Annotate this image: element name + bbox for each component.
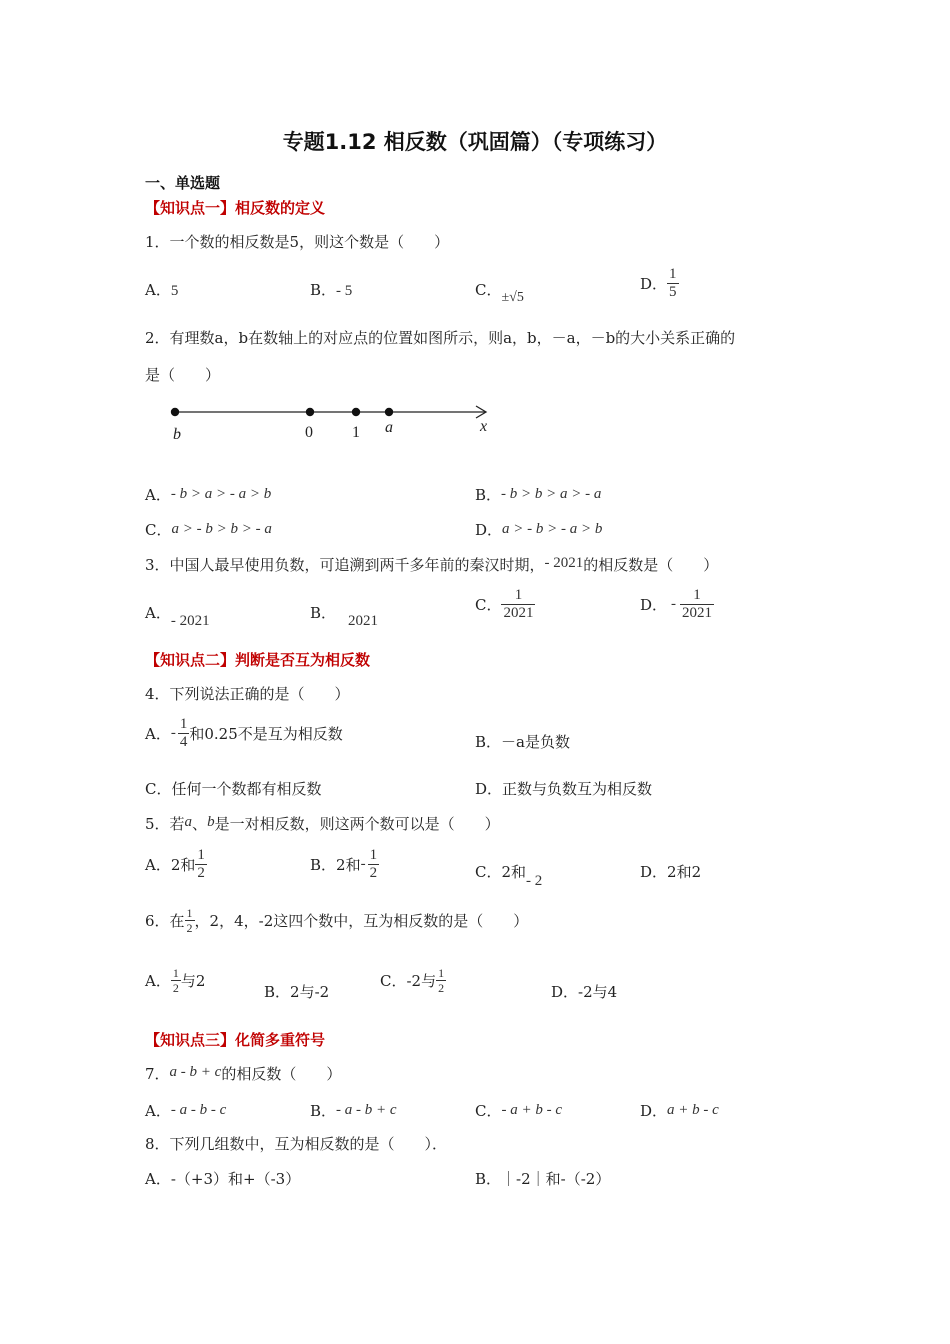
stem-text: 的相反数（ ）: [221, 1065, 342, 1083]
option-label: A．: [145, 972, 171, 990]
q3-option-a[interactable]: [145, 602, 210, 629]
stem-text: 7．: [145, 1065, 170, 1083]
q2-option-c[interactable]: [145, 517, 272, 538]
denominator: 2: [172, 981, 179, 995]
numerator: 1: [186, 906, 193, 920]
fraction: [436, 966, 446, 995]
numerator: 1: [514, 587, 523, 603]
option-label: D．: [640, 596, 668, 614]
q2-option-a[interactable]: [145, 482, 271, 503]
option-label: B．: [310, 604, 337, 622]
q1-option-d[interactable]: [640, 266, 679, 301]
label-one: 1: [352, 424, 360, 441]
q7-option-a[interactable]: [145, 1098, 226, 1119]
numerator: 1: [369, 847, 378, 863]
option-label: B．: [310, 1102, 337, 1120]
numerator: 1: [669, 266, 677, 282]
stem-text: ，2，4，-2这四个数中，互为相反数的是（ ）: [194, 912, 529, 930]
question-2-stem-line2: 是（ ）: [145, 366, 221, 384]
q3-option-c[interactable]: [475, 587, 535, 622]
numerator: 1: [693, 587, 701, 603]
option-label: C．2和: [475, 863, 527, 881]
q8-option-a[interactable]: A．-（+3）和+（-3）: [145, 1170, 301, 1188]
question-2-stem-line1: 2．有理数a，b在数轴上的对应点的位置如图所示，则a，b，－a，－b的大小关系正确的: [145, 329, 736, 347]
option-value: - b > a > - a > b: [170, 486, 272, 502]
q6-option-c[interactable]: [380, 966, 446, 995]
sign: -: [671, 596, 677, 612]
option-value: ±√5: [501, 290, 524, 305]
denominator: 2021: [682, 605, 713, 621]
q4-option-a[interactable]: [145, 716, 343, 751]
fraction: [667, 266, 679, 301]
option-label: A．: [145, 486, 171, 504]
numerator: 1: [179, 716, 188, 732]
stem-text: 是一对相反数，则这两个数可以是（ ）: [214, 815, 500, 833]
q3-option-d[interactable]: [640, 587, 714, 622]
denominator: 2: [197, 865, 205, 881]
fraction: [185, 906, 195, 935]
option-label: B．: [475, 486, 502, 504]
fraction: [171, 966, 181, 995]
q1-option-b[interactable]: [310, 279, 352, 300]
denominator: 4: [179, 734, 188, 750]
option-text: 和0.25不是互为相反数: [189, 725, 343, 743]
option-value: - 2: [526, 873, 543, 889]
numerator: 1: [197, 847, 205, 863]
fraction: [195, 847, 207, 882]
q3-option-b[interactable]: [310, 602, 379, 629]
number-line-figure: [160, 400, 500, 445]
q6-option-a[interactable]: [145, 966, 205, 995]
q5-option-c[interactable]: [475, 861, 543, 889]
option-value: a > - b > - a > b: [502, 521, 603, 537]
option-label: C．: [475, 1102, 502, 1120]
point-one: [352, 408, 360, 416]
option-label: D．: [640, 275, 668, 293]
numerator: 1: [172, 966, 179, 980]
option-text: 与2: [180, 972, 206, 990]
option-value: a > - b > b > - a: [171, 521, 272, 537]
option-label: A．: [145, 1102, 171, 1120]
q2-option-b[interactable]: [475, 482, 601, 503]
q5-option-b[interactable]: [310, 847, 379, 882]
page-title: 专题1.12 相反数（巩固篇）（专项练习）: [282, 130, 668, 154]
question-3-stem: [145, 554, 718, 575]
section-heading: 一、单选题: [145, 174, 221, 192]
option-label: A．: [145, 604, 171, 622]
fraction: [501, 587, 535, 622]
option-value: - 2021: [170, 613, 210, 629]
label-b: b: [173, 426, 181, 443]
question-1-stem: 1．一个数的相反数是5，则这个数是（ ）: [145, 233, 450, 251]
knowledge-point-2: 【知识点二】判断是否互为相反数: [145, 651, 371, 669]
fraction: [178, 716, 190, 751]
label-zero: 0: [305, 424, 313, 441]
question-5-stem: [145, 813, 500, 834]
option-label: A．: [145, 725, 171, 743]
q7-option-b[interactable]: [310, 1098, 397, 1119]
question-8-stem: 8．下列几组数中，互为相反数的是（ ）．: [145, 1135, 448, 1153]
label-x: x: [480, 418, 488, 435]
q5-option-d[interactable]: D．2和2: [640, 863, 702, 881]
q5-option-a[interactable]: [145, 847, 207, 882]
option-value: - a - b - c: [170, 1102, 227, 1118]
denominator: 2021: [503, 605, 534, 621]
option-value: - a + b - c: [501, 1102, 563, 1118]
option-label: B．2和: [310, 856, 361, 874]
separator: 、: [192, 815, 208, 833]
option-label: C．-2与: [380, 972, 437, 990]
stem-text: 3．中国人最早使用负数，可追溯到两千多年前的秦汉时期，: [145, 556, 545, 574]
q6-option-d[interactable]: D．-2与4: [551, 983, 618, 1001]
stem-text: 5．若: [145, 815, 185, 833]
point-zero: [306, 408, 314, 416]
option-label: C．: [145, 521, 172, 539]
stem-text: 的相反数是（ ）: [583, 556, 719, 574]
q1-option-a[interactable]: [145, 279, 178, 300]
q7-option-d[interactable]: [640, 1098, 719, 1119]
q4-option-d[interactable]: D．正数与负数互为相反数: [475, 780, 653, 798]
numerator: 1: [438, 966, 445, 980]
knowledge-point-1: 【知识点一】相反数的定义: [145, 199, 326, 217]
option-value: 2021: [348, 613, 379, 629]
knowledge-point-3: 【知识点三】化简多重符号: [145, 1031, 326, 1049]
option-label: A．2和: [145, 856, 196, 874]
label-a: a: [385, 419, 393, 436]
option-label: A．: [145, 281, 171, 299]
q6-option-b[interactable]: B．2与-2: [264, 983, 330, 1001]
denominator: 2: [369, 865, 378, 881]
option-value: a + b - c: [667, 1102, 719, 1118]
fraction: [368, 847, 380, 882]
stem-text: 6．在: [145, 912, 185, 930]
option-label: B．: [310, 281, 337, 299]
sign: -: [360, 856, 366, 872]
option-value: - b > b > a > - a: [501, 486, 602, 502]
q4-option-b[interactable]: B．－a是负数: [475, 733, 570, 751]
stem-math: - 2021: [544, 555, 584, 571]
option-value: 5: [170, 283, 179, 299]
q2-option-d[interactable]: [475, 517, 602, 538]
option-label: D．: [475, 521, 503, 539]
var-b: b: [207, 814, 215, 830]
option-label: D．: [640, 1102, 668, 1120]
point-b: [171, 408, 179, 416]
question-7-stem: [145, 1063, 341, 1084]
var-a: a: [184, 814, 193, 830]
point-a: [385, 408, 393, 416]
stem-math: a - b + c: [169, 1064, 222, 1080]
q7-option-c[interactable]: [475, 1098, 562, 1119]
option-label: C．: [475, 596, 502, 614]
q1-option-c[interactable]: [475, 279, 524, 305]
option-label: C．: [475, 281, 502, 299]
sign: -: [170, 725, 176, 741]
denominator: 2: [438, 981, 445, 995]
option-value: - 5: [336, 283, 353, 299]
question-4-stem: 4．下列说法正确的是（ ）: [145, 685, 350, 703]
denominator: 5: [669, 284, 677, 300]
fraction: [680, 587, 714, 622]
question-6-stem: [145, 906, 528, 935]
option-value: - a - b + c: [336, 1102, 397, 1118]
q4-option-c[interactable]: C．任何一个数都有相反数: [145, 780, 322, 798]
denominator: 2: [186, 921, 193, 935]
q8-option-b[interactable]: B．｜-2｜和-（-2）: [475, 1170, 611, 1188]
